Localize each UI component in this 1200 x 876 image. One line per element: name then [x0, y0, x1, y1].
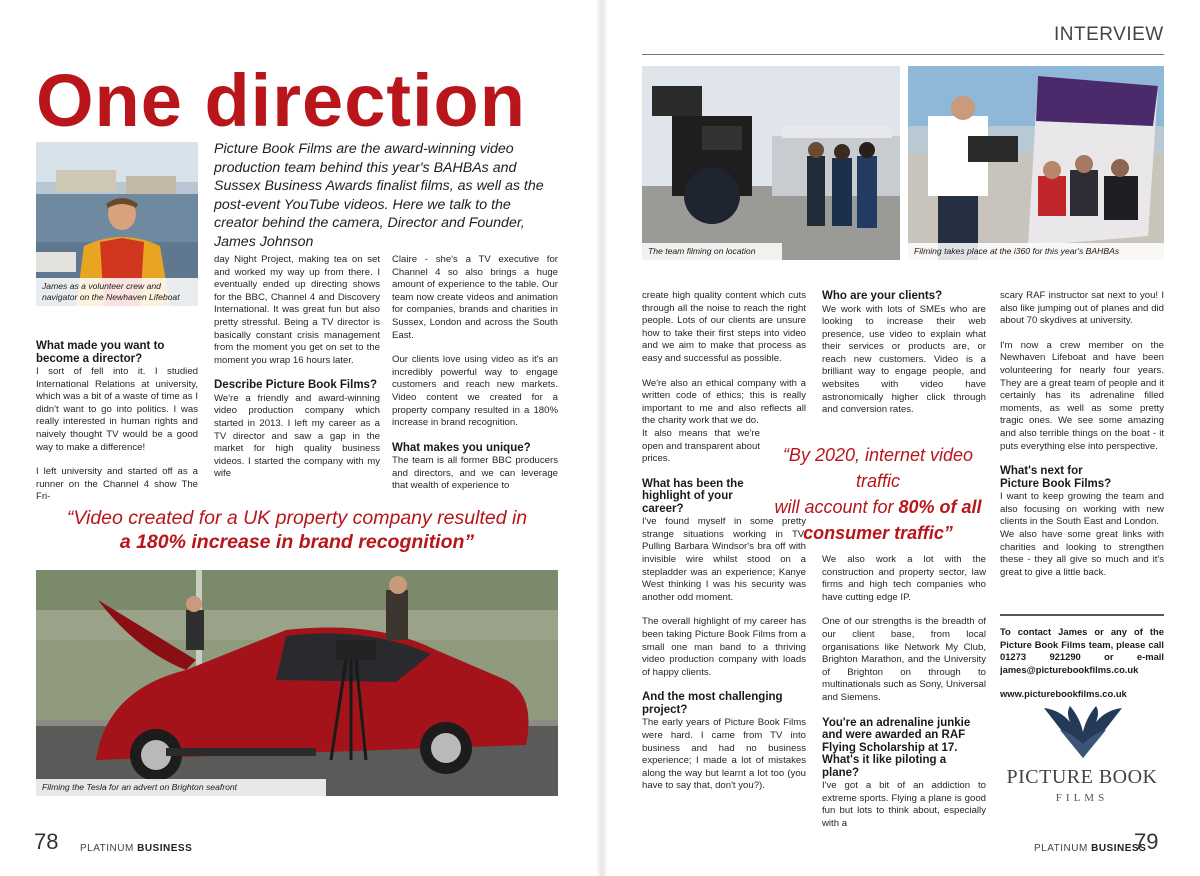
paragraph: The team is all former BBC producers and directors, and we can leverage that wealth of experience to	[392, 455, 558, 492]
magazine-name-bold: BUSINESS	[1091, 843, 1147, 854]
quote-line: “Video created for a UK property company resulted in	[66, 507, 528, 529]
left-column-1	[36, 340, 198, 504]
right-column-2	[822, 290, 986, 417]
paragraph: day Night Project, making tea on set and worked my way up from there. I eventually ended up directing shows for the BBC, Channel 4 and Discovery International. It was great fun but also pretty stressful. Being a TV director is basically constant crisis management from the moment you get on set to the moment you wrap 16 hours later.	[214, 254, 380, 366]
page-number-right	[1134, 829, 1158, 855]
paragraph: It also means that we're open and transparent about prices.	[642, 427, 760, 465]
paragraph: Our clients love using video as it's an incredibly powerful way to engage customers and reach new markets. Video content we created for a property company resulted in a 180% increase in brand recognition.	[392, 354, 558, 429]
question-heading: You're an adrenaline junkie and were awarded an RAF Flying Scholarship at 17. What's it like piloting a plane?	[822, 716, 971, 779]
question-heading: Describe Picture Book Films?	[214, 379, 377, 392]
portrait-caption: James as a volunteer crew and navigator on the Newhaven Lifeboat	[36, 278, 198, 306]
left-column-3	[392, 254, 558, 493]
team-photo	[642, 66, 900, 260]
left-column-2	[214, 254, 380, 481]
question-heading: And the most challenging project?	[642, 691, 783, 716]
paragraph: We work with lots of SMEs who are looking to increase their web presence, use video to explain what their services or products are, or reach new customers. Video is a brilliant way to engage people, and websites with video have astronomically higher click through and conversion rates.	[822, 303, 986, 416]
section-tag: INTERVIEW	[1054, 24, 1164, 45]
paragraph: We're also an ethical company with a written code of ethics; this is really important to me and also reflects all the charity work that we do.	[642, 377, 806, 427]
question-heading: What makes you unique?	[392, 441, 531, 454]
quote-line-emphasis: a 180% increase in brand recognition”	[119, 531, 475, 553]
question-heading: What has been the highlight of your career?	[642, 477, 744, 515]
paragraph: I sort of fell into it. I studied International Relations at university, which was a bit of a waste of time as I didn't want to go into politics. I was really interested in human rights and naively thought TV would be a good way to make a difference!	[36, 366, 198, 453]
paragraph: I want to keep growing the team and also focusing on working with new clients in the South East and London.	[1000, 491, 1164, 528]
contact-info: To contact James or any of the Picture Book Films team, please call 01273 921290 or e-mail james@picturebookfilms.co.uk	[1000, 626, 1164, 675]
magazine-name-plain: PLATINUM	[1034, 843, 1092, 854]
quote-line-emphasis: consumer traffic”	[803, 523, 953, 543]
magazine-name-right	[1034, 843, 1146, 854]
paragraph: I left university and started off as a runner on the Channel 4 show The Fri-	[36, 466, 198, 503]
intro-standfirst: Picture Book Films are the award-winning video production team behind this year's BAHBAs and Sussex Business Awards finalist films, as well as the post-event YouTube videos. Here we talk to the creator behind the camera, Director and Founder, James Johnson	[214, 141, 544, 250]
contact-divider	[1000, 614, 1164, 616]
i360-photo	[908, 66, 1164, 260]
article-title: One direction	[36, 59, 526, 142]
right-column-2-lower	[822, 554, 986, 830]
pull-quote-left	[36, 506, 558, 554]
logo-wordmark: PICTURE BOOK	[1006, 766, 1158, 788]
quote-line: will account for	[774, 497, 899, 517]
tesla-caption: Filming the Tesla for an advert on Brighton seafront	[36, 779, 326, 796]
page-number: 79	[1134, 829, 1159, 854]
spine-shadow	[596, 0, 608, 876]
top-rule	[642, 54, 1164, 55]
tesla-photo	[36, 570, 558, 796]
team-caption: The team filming on location	[642, 243, 782, 260]
magazine-name-bold: BUSINESS	[137, 843, 193, 854]
portrait-photo	[36, 142, 198, 306]
page-number: 78	[34, 829, 59, 854]
paragraph: I've got a bit of an addiction to extreme sports. Flying a plane is good fun but lots to think about, especially with a	[822, 780, 986, 829]
paragraph: We also have some great links with charities and looking to strengthen these - they all give so much and it's great to give a little back.	[1000, 528, 1164, 578]
paragraph: scary RAF instructor sat next to you! I also like jumping out of planes and did about 70 skydives at university.	[1000, 290, 1164, 327]
question-heading: Who are your clients?	[822, 290, 943, 302]
quote-line-emphasis: 80% of all	[898, 497, 982, 517]
paragraph: create high quality content which cuts through all the noise to reach the right people. Lots of our clients are unsure how to take their first steps into video and we aim to make that process as easy and successful as possible.	[642, 290, 806, 364]
page-number-left	[34, 829, 58, 855]
i360-caption: Filming takes place at the i360 for this year's BAHBAs	[908, 243, 1164, 260]
magazine-name-left	[80, 843, 192, 854]
question-heading: What's next for Picture Book Films?	[1000, 465, 1112, 490]
question-heading: What made you want to become a director?	[36, 340, 165, 365]
right-column-3	[1000, 290, 1164, 579]
website-link[interactable]: www.picturebookfilms.co.uk	[1000, 688, 1127, 699]
paragraph: The overall highlight of my career has been taking Picture Book Films from a small one man band to a thriving video production company with loads of happy clients.	[642, 616, 806, 678]
winged-emblem-icon	[1040, 702, 1126, 762]
paragraph: One of our strengths is the breadth of our client base, from local organisations like Network My Club, Brighton Marathon, and the University of Brighton on through to multinationals such as Sony, Universal and Siemens.	[822, 616, 986, 703]
paragraph: I've found myself in some pretty strange situations working in TV. Pulling Barbara Windsor's bra off with invisible wire whilst stood on a stepladder was an experience; Kanye West thinking I was his security was another odd moment.	[642, 516, 806, 603]
magazine-name-plain: PLATINUM	[80, 843, 138, 854]
paragraph: The early years of Picture Book Films were hard. I came from TV into business and had no business experience; I made a lot of mistakes along the way but learnt a lot too (you have to say that, don't you?).	[642, 717, 806, 792]
pull-quote-right	[760, 442, 996, 546]
logo-subtitle: FILMS	[1055, 792, 1109, 804]
paragraph: We're a friendly and award-winning video production company which started in 2013. I left my career as a TV director and saw a gap in the market for high quality business videos. I started the company with my wife	[214, 392, 380, 480]
paragraph: I'm now a crew member on the Newhaven Lifeboat and have been volunteering for nearly four years. They are a great team of people and it certainly has its adrenaline filled moments, as well as some pretty tragic ones. We see some amazing and also terrible things on the boat - it puts everything else into perspective.	[1000, 339, 1164, 452]
paragraph: Claire - she's a TV executive for Channel 4 so also brings a huge amount of experience to the table. Our team now create videos and animation for companies, brands and charities in Sussex, London and across the South East.	[392, 254, 558, 341]
paragraph: We also work a lot with the construction and property sector, law firms and high tech companies who have cutting edge IP.	[822, 554, 986, 603]
quote-line: “By 2020, internet video traffic	[782, 445, 974, 491]
